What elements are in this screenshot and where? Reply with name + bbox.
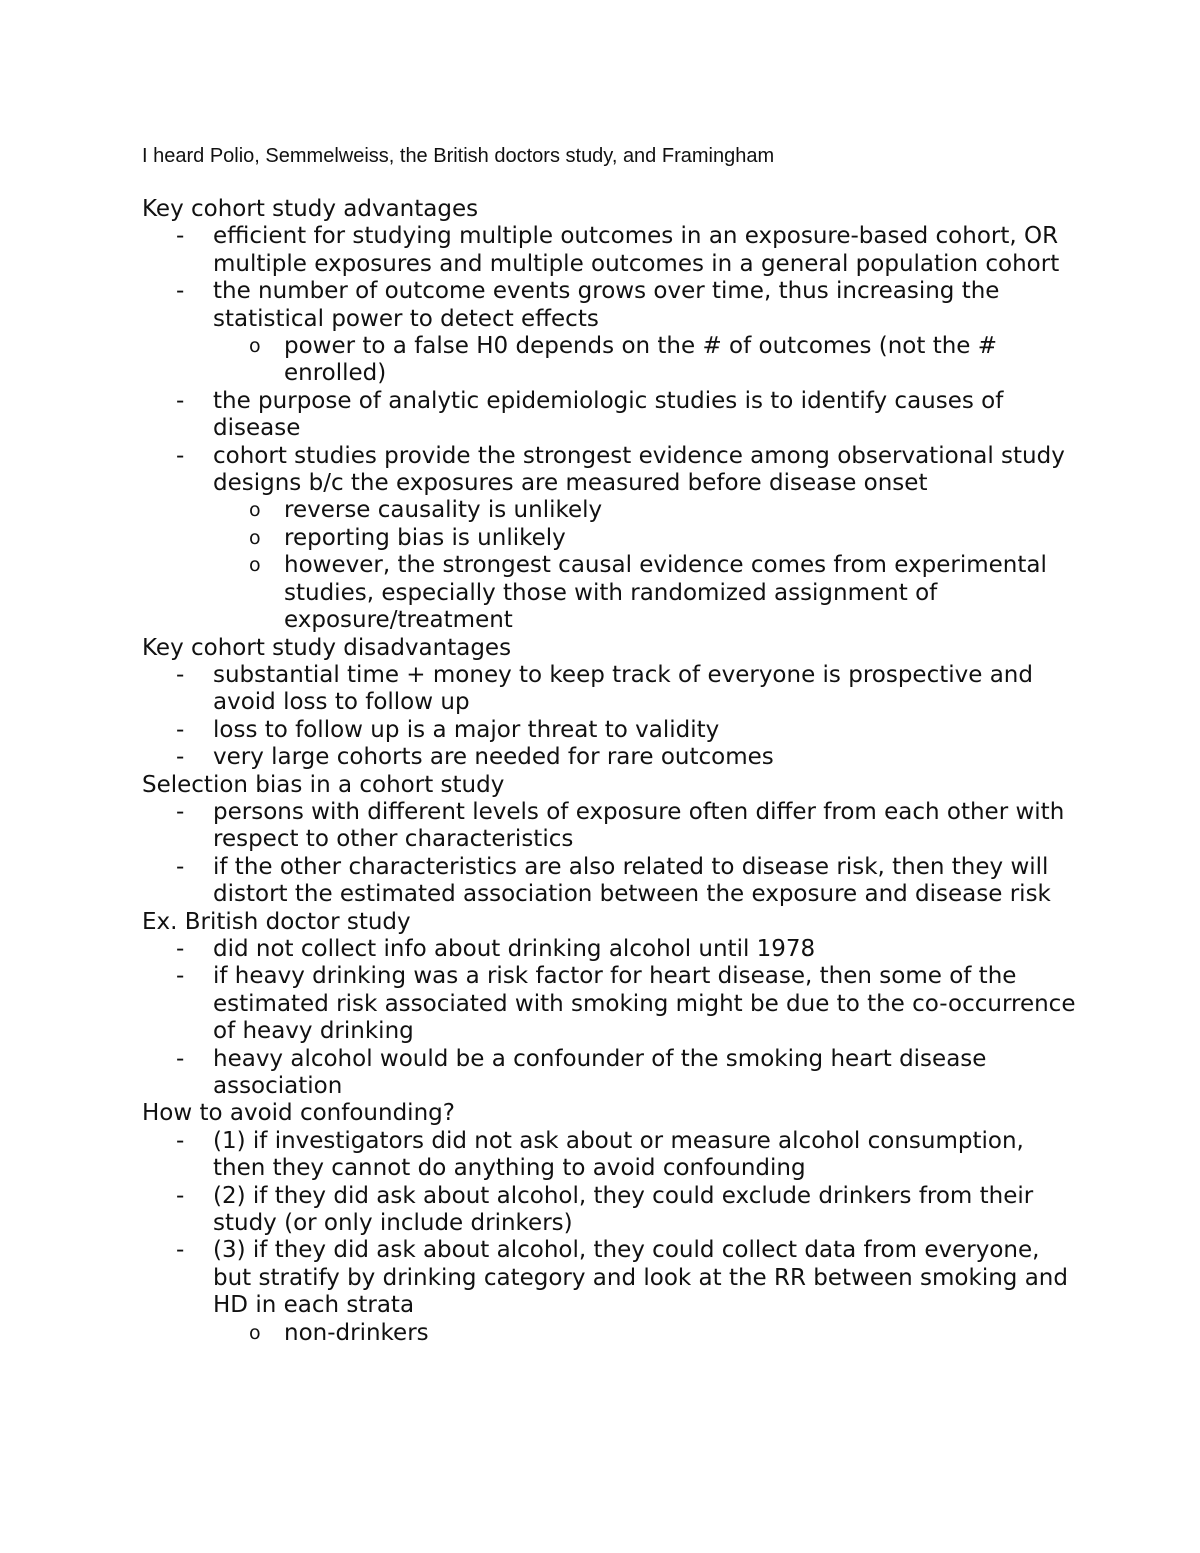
circle-bullet-icon: o xyxy=(249,499,261,522)
list-item xyxy=(142,936,1082,963)
list-item-text: (2) if they did ask about alcohol, they could exclude drinkers from their study (or only include drinkers) xyxy=(213,1182,1034,1237)
list-item xyxy=(142,744,1082,771)
sub-list-item-text: non-drinkers xyxy=(284,1319,429,1346)
list-item xyxy=(142,1237,1082,1319)
list-item-text: (3) if they did ask about alcohol, they could collect data from everyone, but stratify by drinking category and look at the RR between smoking and HD in each strata xyxy=(213,1237,1068,1319)
sub-list-item-text: power to a false H0 depends on the # of outcomes (not the # enrolled) xyxy=(284,333,998,387)
bullet-list xyxy=(142,936,1082,1100)
circle-bullet-icon: o xyxy=(249,526,261,549)
circle-bullet-icon: o xyxy=(249,335,261,358)
dash-bullet-icon: - xyxy=(176,387,185,414)
dash-bullet-icon: - xyxy=(176,661,185,688)
intro-line: I heard Polio, Semmelweiss, the British doctors study, and Framingham xyxy=(142,145,775,167)
dash-bullet-icon: - xyxy=(176,1045,185,1072)
list-item xyxy=(142,799,1082,854)
sub-list-item xyxy=(213,525,1082,552)
list-item xyxy=(142,1128,1082,1183)
sub-list-wrapper xyxy=(142,1320,1082,1347)
list-item-text: cohort studies provide the strongest evidence among observational study designs b/c the exposures are measured before disease onset xyxy=(213,442,1065,497)
notes-body xyxy=(142,196,1082,1347)
sub-list-wrapper xyxy=(142,333,1082,388)
list-item-text: efficient for studying multiple outcomes in an exposure-based cohort, OR multiple exposures and multiple outcomes in a general population cohort xyxy=(213,223,1060,277)
sub-list-item xyxy=(213,1320,1082,1347)
section-heading: Key cohort study advantages xyxy=(142,196,479,222)
sub-list-item xyxy=(213,552,1082,634)
list-item-text: the number of outcome events grows over time, thus increasing the statistical power to detect effects xyxy=(213,278,1000,332)
sub-list-item-text: reverse causality is unlikely xyxy=(284,497,603,524)
list-item xyxy=(142,1046,1082,1101)
dash-bullet-icon: - xyxy=(176,278,185,305)
dash-bullet-icon: - xyxy=(176,853,185,880)
sub-list-item-text: however, the strongest causal evidence comes from experimental studies, especially those with randomized assignment of exposure/treatment xyxy=(284,552,1047,634)
sub-list-item xyxy=(213,333,1082,388)
dash-bullet-icon: - xyxy=(176,935,185,962)
list-item xyxy=(142,854,1082,909)
dash-bullet-icon: - xyxy=(176,963,185,990)
sub-list-item-text: reporting bias is unlikely xyxy=(284,524,566,551)
bullet-list xyxy=(142,223,1082,634)
list-item xyxy=(142,963,1082,1045)
section-heading: Key cohort study disadvantages xyxy=(142,634,512,661)
bullet-list xyxy=(142,799,1082,909)
sub-list-item xyxy=(213,497,1082,524)
list-item-text: loss to follow up is a major threat to validity xyxy=(213,716,720,743)
list-item-text: heavy alcohol would be a confounder of the smoking heart disease association xyxy=(213,1045,987,1099)
list-item xyxy=(142,223,1082,278)
bullet-list xyxy=(142,1128,1082,1347)
dash-bullet-icon: - xyxy=(176,1237,185,1264)
list-item-text: if the other characteristics are also related to disease risk, then they will distort the estimated association between the exposure and disease risk xyxy=(213,853,1051,908)
list-item xyxy=(142,717,1082,744)
sub-bullet-list xyxy=(213,333,1082,388)
circle-bullet-icon: o xyxy=(249,554,261,577)
dash-bullet-icon: - xyxy=(176,716,185,743)
list-item-text: (1) if investigators did not ask about or measure alcohol consumption, then they cannot do anything to avoid confounding xyxy=(213,1127,1024,1182)
list-item-text: persons with different levels of exposure often differ from each other with respect to other characteristics xyxy=(213,798,1065,853)
list-item xyxy=(142,662,1082,717)
list-item-text: very large cohorts are needed for rare outcomes xyxy=(213,744,774,771)
section-heading: How to avoid confounding? xyxy=(142,1100,455,1127)
dash-bullet-icon: - xyxy=(176,1182,185,1209)
circle-bullet-icon: o xyxy=(249,1321,261,1344)
list-item-text: if heavy drinking was a risk factor for heart disease, then some of the estimated risk associated with smoking might be due to the co-occurrence of heavy drinking xyxy=(213,963,1076,1045)
sub-list-wrapper xyxy=(142,497,1082,634)
dash-bullet-icon: - xyxy=(176,798,185,825)
sub-bullet-list xyxy=(213,497,1082,634)
section-heading: Ex. British doctor study xyxy=(142,908,411,935)
list-item xyxy=(142,388,1082,443)
dash-bullet-icon: - xyxy=(176,1127,185,1154)
list-item xyxy=(142,443,1082,498)
bullet-list xyxy=(142,662,1082,772)
sub-bullet-list xyxy=(213,1320,1082,1347)
list-item-text: substantial time + money to keep track of everyone is prospective and avoid loss to follow up xyxy=(213,661,1033,716)
list-item-text: the purpose of analytic epidemiologic studies is to identify causes of disease xyxy=(213,387,1004,442)
list-item xyxy=(142,278,1082,333)
list-item xyxy=(142,1183,1082,1238)
dash-bullet-icon: - xyxy=(176,442,185,469)
dash-bullet-icon: - xyxy=(176,744,185,771)
section-heading: Selection bias in a cohort study xyxy=(142,771,505,798)
list-item-text: did not collect info about drinking alcohol until 1978 xyxy=(213,935,816,962)
dash-bullet-icon: - xyxy=(176,223,185,250)
